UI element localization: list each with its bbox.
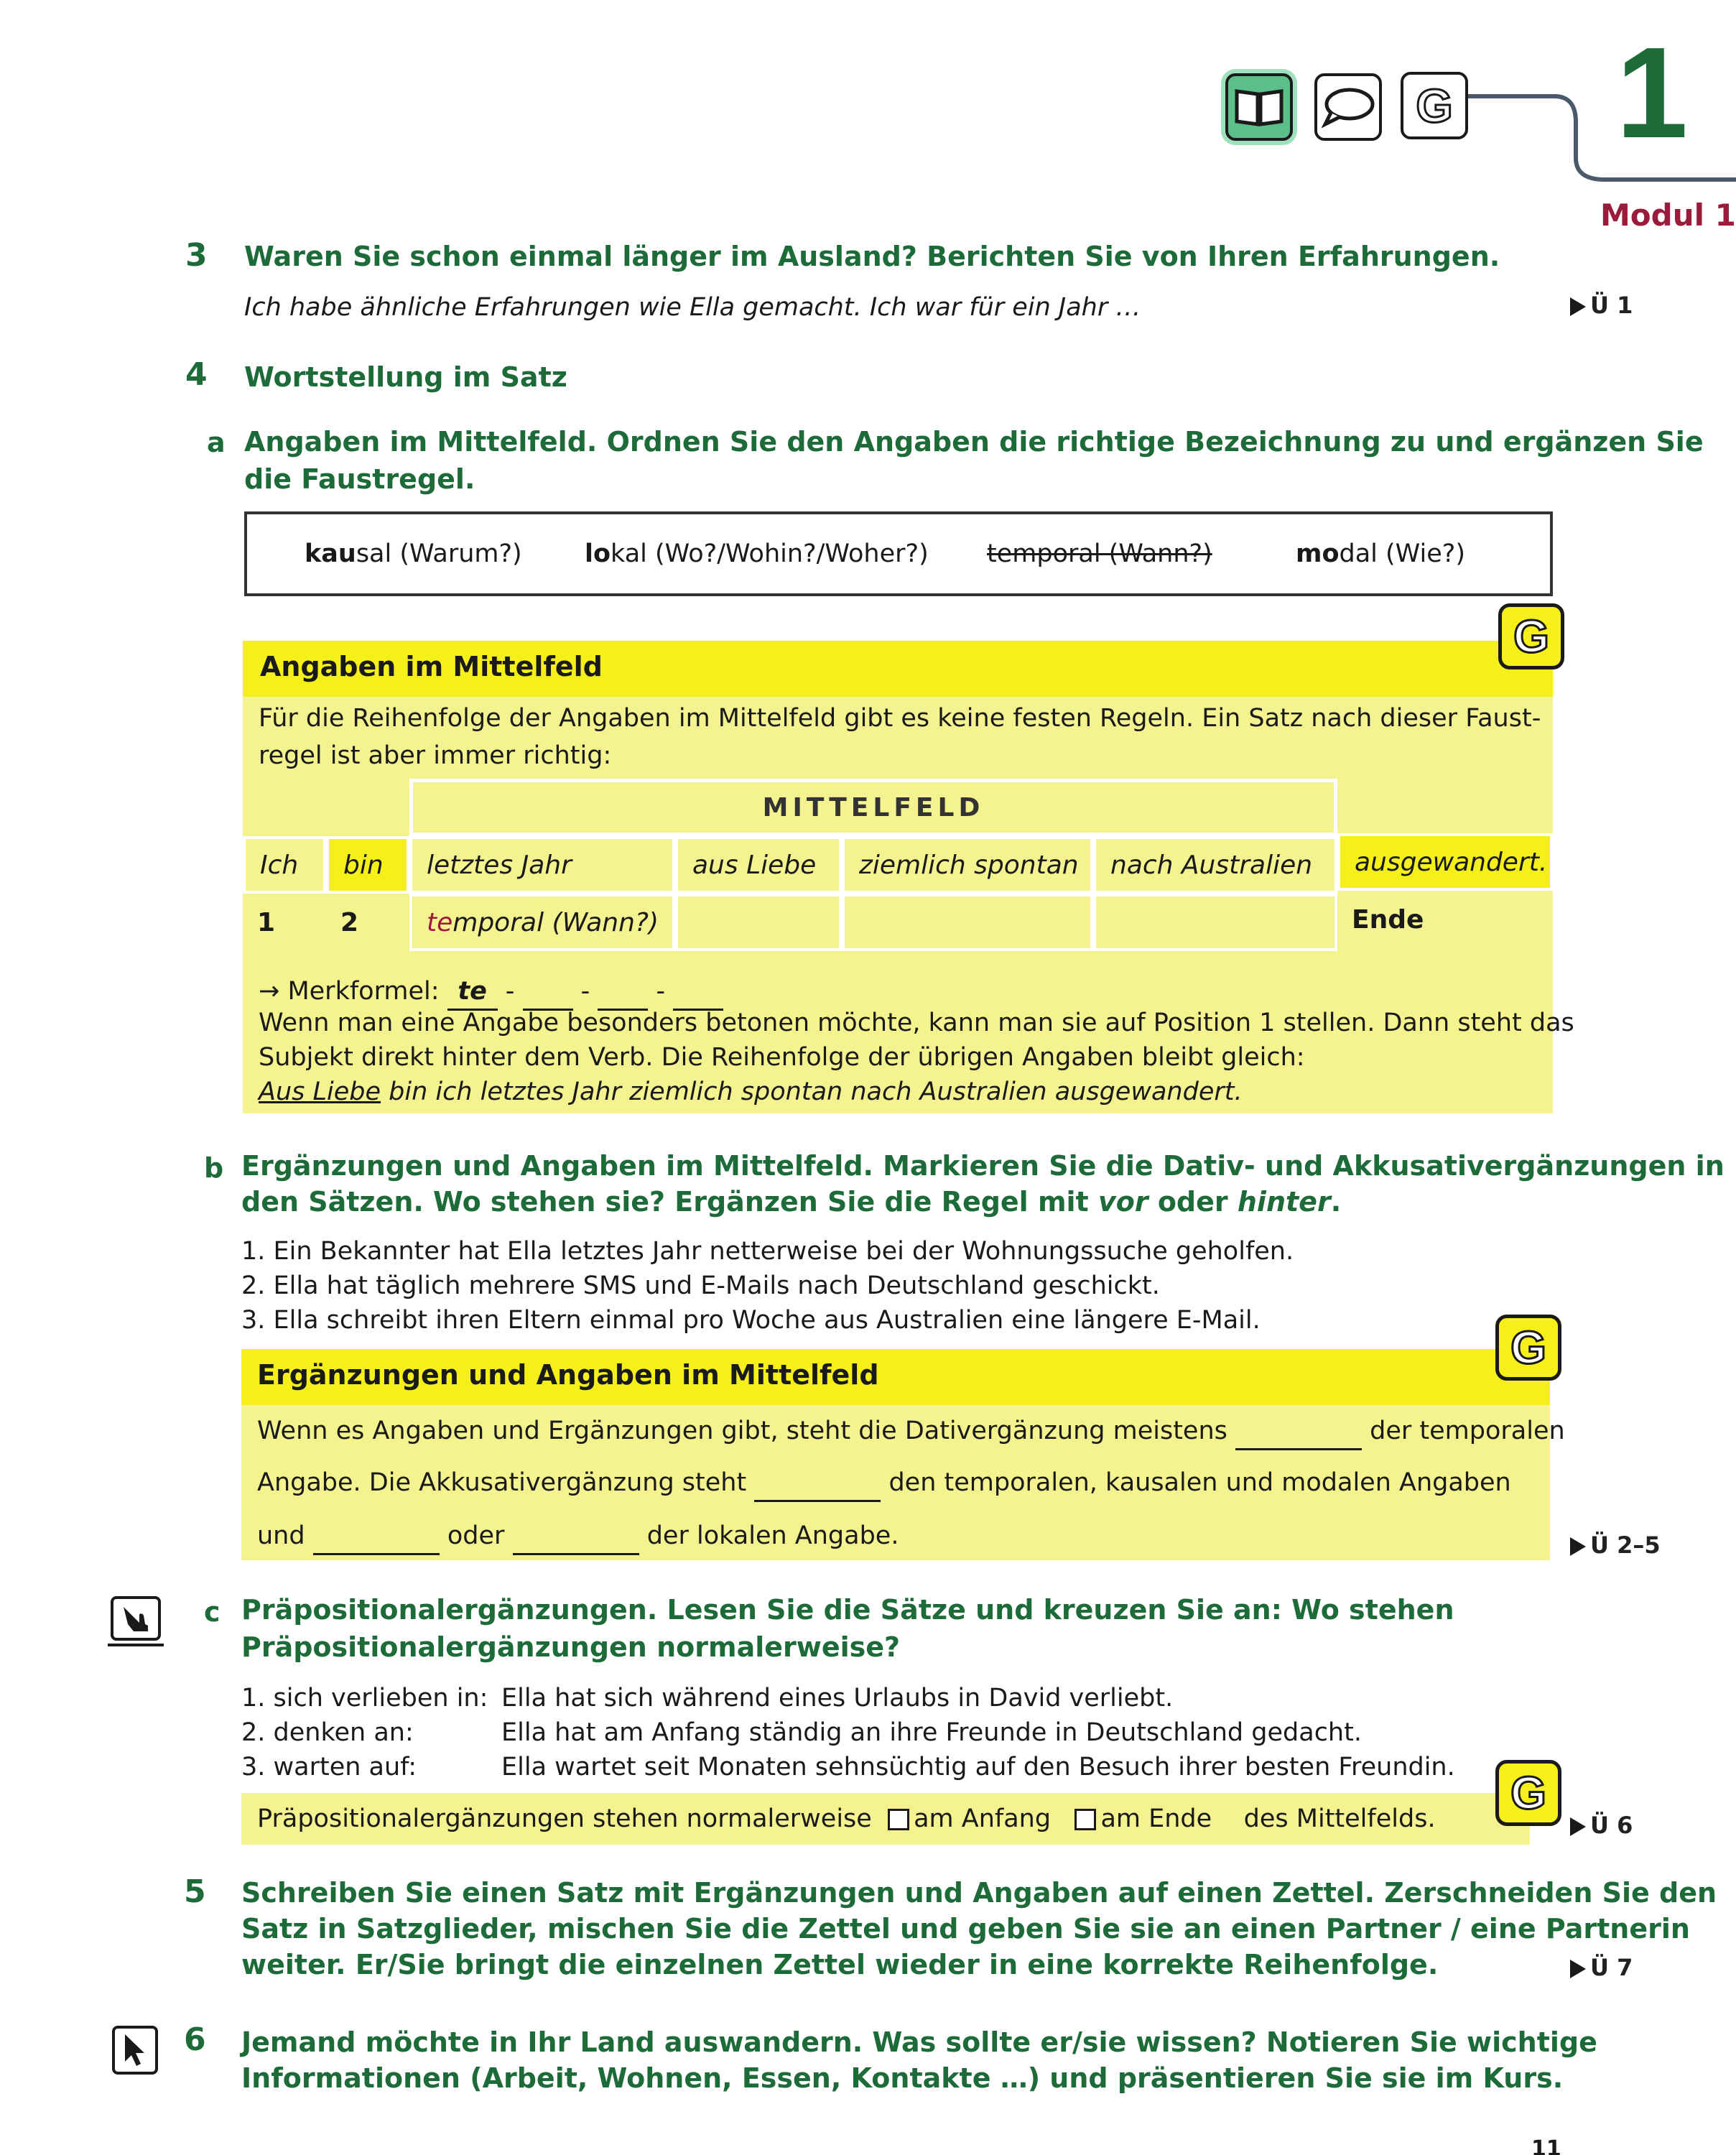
- speech-bubble-icon: [1314, 73, 1382, 141]
- ref-label: Ü 7: [1590, 1954, 1633, 1981]
- prep-sentence-3: Ella wartet seit Monaten sehnsüchtig auf den Besuch ihrer besten Freundin.: [501, 1753, 1455, 1781]
- option-am-ende-label: am Ende: [1100, 1804, 1212, 1833]
- mittelfeld-label: MITTELFELD: [409, 779, 1337, 836]
- rule-blank-4[interactable]: [513, 1519, 639, 1555]
- example-underlined: Aus Liebe: [259, 1078, 381, 1106]
- icon-underline: [108, 1644, 164, 1646]
- task-4c-exercise-ref[interactable]: [1570, 1812, 1633, 1839]
- task-4c-title-line1: Präpositionalergänzungen. Lesen Sie die Sätze und kreuzen Sie an: Wo stehen: [241, 1594, 1454, 1626]
- rule-line2: Angabe. Die Akkusativergänzung steht den temporalen, kausalen und modalen Angaben: [257, 1465, 1511, 1502]
- task-4c-letter: c: [204, 1596, 221, 1628]
- grammar-box-1-header: [243, 641, 1553, 697]
- category-modal[interactable]: modal (Wie?): [1296, 539, 1466, 568]
- task-4a-title-line1: Angaben im Mittelfeld. Ordnen Sie den Angaben die richtige Bezeichnung zu und ergänzen Sie: [244, 426, 1704, 458]
- grammar-box-1-intro-line2: regel ist aber immer richtig:: [259, 741, 612, 770]
- task-5-exercise-ref[interactable]: [1570, 1954, 1633, 1981]
- cell-ausgewandert: ausgewandert.: [1337, 833, 1553, 891]
- task-4-title: Wortstellung im Satz: [244, 361, 567, 393]
- cell-nach-australien: nach Australien: [1093, 836, 1337, 894]
- cursor-arrow-icon: [112, 2026, 158, 2075]
- checkbox-am-anfang[interactable]: [888, 1809, 909, 1830]
- cell-aus-liebe: aus Liebe: [675, 836, 842, 894]
- rule-line3: und oder der lokalen Angabe.: [257, 1519, 899, 1555]
- cell-bin: bin: [326, 836, 409, 894]
- rule-line1: Wenn es Angaben und Ergänzungen gibt, steht die Dativergänzung meistens der temporalen: [257, 1414, 1565, 1450]
- prep-verb-3: 3. warten auf:: [241, 1753, 417, 1781]
- example-rest: bin ich letztes Jahr ziemlich spontan nach Australien ausgewandert.: [381, 1078, 1243, 1106]
- arrow-icon: [1570, 1817, 1586, 1836]
- task-3-number: 3: [185, 237, 208, 274]
- note-line1: Wenn man eine Angabe besonders betonen möchte, kann man sie auf Position 1 stellen. Dann steht das: [259, 1009, 1574, 1037]
- rule-blank-3[interactable]: [313, 1519, 440, 1555]
- prep-sentence-1: Ella hat sich während eines Urlaubs in David verliebt.: [501, 1684, 1174, 1713]
- answer-cell-4[interactable]: [1093, 894, 1337, 951]
- task-3-example: Ich habe ähnliche Erfahrungen wie Ella gemacht. Ich war für ein Jahr …: [244, 293, 1141, 322]
- position-2: 2: [326, 894, 409, 951]
- cell-temporal-answer[interactable]: [409, 894, 675, 951]
- sentence-3: 3. Ella schreibt ihren Eltern einmal pro Woche aus Australien eine längere E-Mail.: [241, 1306, 1261, 1335]
- rule-blank-1[interactable]: [1235, 1414, 1362, 1450]
- task-4b-exercise-ref[interactable]: [1570, 1531, 1661, 1559]
- highlight-prefix: te: [427, 907, 453, 937]
- arrow-icon: [1570, 1537, 1586, 1556]
- ref-label: Ü 1: [1590, 292, 1633, 319]
- cell-rest: mporal (Wann?): [452, 907, 659, 937]
- category-lokal[interactable]: lokal (Wo?/Wohin?/Woher?): [585, 539, 929, 568]
- task-6-line2: Informationen (Arbeit, Wohnen, Essen, Kontakte …) und präsentieren Sie sie im Kurs.: [241, 2062, 1564, 2094]
- position-end: Ende: [1352, 904, 1424, 935]
- task-3-exercise-ref[interactable]: [1570, 292, 1633, 319]
- merkformel-blank-1[interactable]: te: [447, 974, 498, 1011]
- task-5-line2: Satz in Satzglieder, mischen Sie die Zettel und geben Sie sie an einen Partner / eine Partnerin: [241, 1913, 1690, 1945]
- note-example: [259, 1075, 1243, 1109]
- task-4b-letter: b: [204, 1152, 224, 1184]
- sentence-1: 1. Ein Bekannter hat Ella letztes Jahr netterweise bei der Wohnungssuche geholfen.: [241, 1237, 1294, 1266]
- category-temporal-struck: temporal (Wann?): [987, 539, 1212, 568]
- task-4b-title-line2: den Sätzen. Wo stehen sie? Ergänzen Sie die Regel mit vor oder hinter.: [241, 1186, 1342, 1218]
- task-4a-letter: a: [207, 427, 226, 458]
- task-3-title: Waren Sie schon einmal länger im Ausland? Berichten Sie von Ihren Erfahrungen.: [244, 241, 1500, 272]
- task-6-number: 6: [184, 2021, 206, 2058]
- rule-blank-2[interactable]: [754, 1465, 881, 1502]
- pointing-hand-icon: [111, 1596, 161, 1641]
- category-box: [244, 511, 1553, 596]
- page-number: 11: [1531, 2136, 1561, 2155]
- ref-label: Ü 6: [1590, 1812, 1633, 1839]
- cell-ich: Ich: [243, 836, 326, 894]
- prep-verb-2: 2. denken an:: [241, 1718, 414, 1747]
- task-5-line1: Schreiben Sie einen Satz mit Ergänzungen und Angaben auf einen Zettel. Zerschneiden Sie den: [241, 1877, 1717, 1909]
- prep-verb-1: 1. sich verlieben in:: [241, 1684, 488, 1713]
- grammar-box-2-title: Ergänzungen und Angaben im Mittelfeld: [257, 1359, 879, 1391]
- merkformel-label: → Merkformel:: [259, 977, 440, 1006]
- grammar-box-2-header: [241, 1349, 1550, 1405]
- grammar-g-badge-icon: G: [1495, 1315, 1561, 1381]
- merkformel-line: → Merkformel: te - - -: [259, 974, 723, 1011]
- ref-label: Ü 2–5: [1590, 1531, 1661, 1559]
- cell-ziemlich-spontan: ziemlich spontan: [842, 836, 1093, 894]
- category-kausal[interactable]: kausal (Warum?): [305, 539, 522, 568]
- cell-letztes-jahr: letztes Jahr: [409, 836, 675, 894]
- option-am-anfang-label: am Anfang: [914, 1804, 1052, 1833]
- grammar-box-1-intro-line1: Für die Reihenfolge der Angaben im Mittelfeld gibt es keine festen Regeln. Ein Satz nach dieser Faust-: [259, 704, 1541, 733]
- chapter-number: 1: [1616, 21, 1689, 165]
- task-4-number: 4: [185, 356, 208, 393]
- task-6-line1: Jemand möchte in Ihr Land auswandern. Was sollte er/sie wissen? Notieren Sie wichtige: [241, 2026, 1597, 2058]
- task-4b-title-line1: Ergänzungen und Angaben im Mittelfeld. Markieren Sie die Dativ- und Akkusativergänzungen in: [241, 1150, 1725, 1182]
- note-line2: Subjekt direkt hinter dem Verb. Die Reihenfolge der übrigen Angaben bleibt gleich:: [259, 1043, 1305, 1072]
- answer-cell-3[interactable]: [842, 894, 1093, 951]
- prep-sentence-2: Ella hat am Anfang ständig an ihre Freunde in Deutschland gedacht.: [501, 1718, 1362, 1747]
- arrow-icon: [1570, 1960, 1586, 1978]
- arrow-icon: [1570, 297, 1586, 316]
- grammar-g-badge-icon: G: [1495, 1760, 1561, 1826]
- prep-rule: Präpositionalergänzungen stehen normalerweise am Anfang am Ende des Mittelfelds.: [257, 1804, 1436, 1833]
- module-label: Modul 1: [1600, 198, 1736, 233]
- sentence-2: 2. Ella hat täglich mehrere SMS und E-Mails nach Deutschland geschickt.: [241, 1271, 1160, 1300]
- position-1: 1: [243, 894, 326, 951]
- task-5-line3: weiter. Er/Sie bringt die einzelnen Zettel wieder in eine korrekte Reihenfolge.: [241, 1949, 1439, 1980]
- header-connector-line: [1468, 79, 1736, 187]
- grammar-g-badge-icon: G: [1498, 603, 1564, 669]
- task-4a-title-line2: die Faustregel.: [244, 463, 475, 495]
- book-icon: [1225, 73, 1293, 141]
- answer-cell-2[interactable]: [675, 894, 842, 951]
- grammar-g-icon: G: [1401, 72, 1468, 139]
- task-4c-title-line2: Präpositionalergänzungen normalerweise?: [241, 1631, 901, 1663]
- checkbox-am-ende[interactable]: [1074, 1809, 1096, 1830]
- grammar-box-1-title: Angaben im Mittelfeld: [260, 651, 603, 682]
- task-5-number: 5: [184, 1873, 206, 1910]
